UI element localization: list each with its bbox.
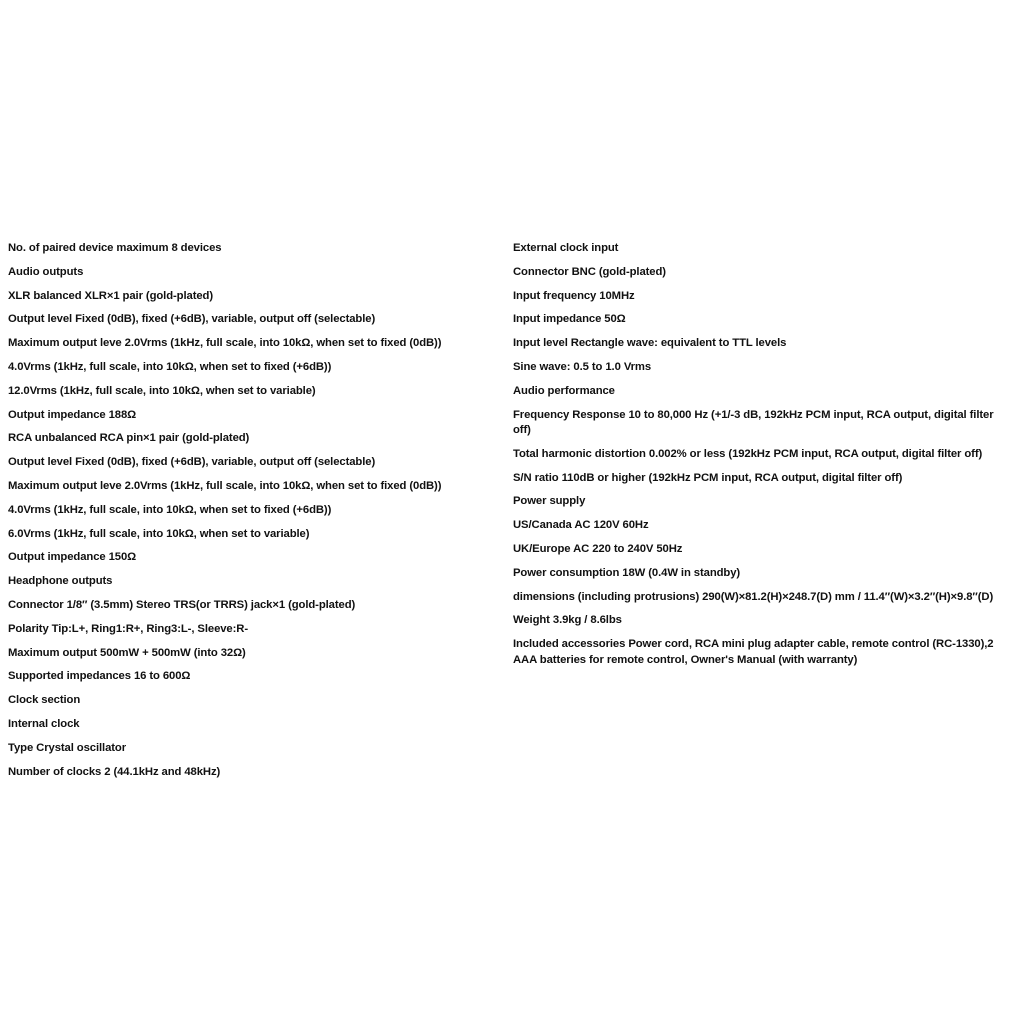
section-heading: Audio outputs (8, 265, 84, 278)
section-heading: Internal clock (8, 717, 80, 730)
section-heading: External clock input (513, 242, 619, 254)
spec-line: 12.0Vrms (1kHz, full scale, into 10kΩ, when set to variable) (8, 384, 316, 397)
spec-line: Total harmonic distortion 0.002% or less (192kHz PCM input, RCA output, digital filter off) (513, 447, 983, 460)
spec-column-left (8, 241, 498, 788)
spec-line: Power consumption 18W (0.4W in standby) (513, 566, 741, 579)
spec-line: Input frequency 10MHz (513, 289, 635, 302)
section-heading: Headphone outputs (8, 575, 113, 588)
spec-line: Connector 1/8″ (3.5mm) Stereo TRS(or TRRS) jack×1 (gold-plated) (8, 598, 356, 611)
section-heading: Audio performance (513, 384, 615, 397)
spec-line: Supported impedances 16 to 600Ω (8, 670, 191, 683)
spec-line: Connector BNC (gold-plated) (513, 265, 666, 278)
section-heading: Power supply (513, 495, 586, 508)
spec-line: Maximum output leve 2.0Vrms (1kHz, full scale, into 10kΩ, when set to fixed (0dB)) (8, 337, 442, 350)
spec-line: Type Crystal oscillator (8, 741, 127, 754)
spec-line: US/Canada AC 120V 60Hz (513, 519, 649, 532)
spec-line: Sine wave: 0.5 to 1.0 Vrms (513, 360, 652, 373)
spec-line: Frequency Response 10 to 80,000 Hz (+1/-3 dB, 192kHz PCM input, RCA output, digital filter off) (513, 408, 994, 437)
spec-line: RCA unbalanced RCA pin×1 pair (gold-plated) (8, 432, 250, 445)
spec-line: 4.0Vrms (1kHz, full scale, into 10kΩ, when set to fixed (+6dB)) (8, 503, 332, 516)
spec-line: 4.0Vrms (1kHz, full scale, into 10kΩ, when set to fixed (+6dB)) (8, 360, 332, 373)
spec-line: dimensions (including protrusions) 290(W)×81.2(H)×248.7(D) mm / 11.4″(W)×3.2″(H)×9.8″(D) (513, 590, 994, 603)
spec-line: Output level Fixed (0dB), fixed (+6dB), variable, output off (selectable) (8, 456, 376, 469)
spec-line: UK/Europe AC 220 to 240V 50Hz (513, 543, 683, 556)
spec-line: XLR balanced XLR×1 pair (gold-plated) (8, 289, 214, 302)
spec-line: Output impedance 150Ω (8, 551, 137, 564)
spec-line: Weight 3.9kg / 8.6lbs (513, 614, 622, 627)
spec-line: Maximum output 500mW + 500mW (into 32Ω) (8, 646, 246, 659)
spec-line: Number of clocks 2 (44.1kHz and 48kHz) (8, 765, 221, 778)
spec-line: Maximum output leve 2.0Vrms (1kHz, full scale, into 10kΩ, when set to fixed (0dB)) (8, 479, 442, 492)
spec-line: Included accessories Power cord, RCA mini plug adapter cable, remote control (RC-1330),2 AAA batteries for remote control, Owner's Manual (with warranty) (513, 638, 994, 666)
spec-line: 6.0Vrms (1kHz, full scale, into 10kΩ, when set to variable) (8, 527, 310, 540)
spec-line: Polarity Tip:L+, Ring1:R+, Ring3:L-, Sleeve:R- (8, 622, 248, 635)
section-heading: Clock section (8, 694, 81, 707)
spec-line: Output level Fixed (0dB), fixed (+6dB), variable, output off (selectable) (8, 313, 376, 326)
spec-column-right (513, 241, 1013, 677)
spec-line: No. of paired device maximum 8 devices (8, 242, 222, 254)
spec-line: S/N ratio 110dB or higher (192kHz PCM input, RCA output, digital filter off) (513, 471, 903, 484)
spec-line: Input impedance 50Ω (513, 313, 626, 326)
spec-line: Input level Rectangle wave: equivalent to TTL levels (513, 337, 787, 350)
spec-line: Output impedance 188Ω (8, 408, 137, 421)
